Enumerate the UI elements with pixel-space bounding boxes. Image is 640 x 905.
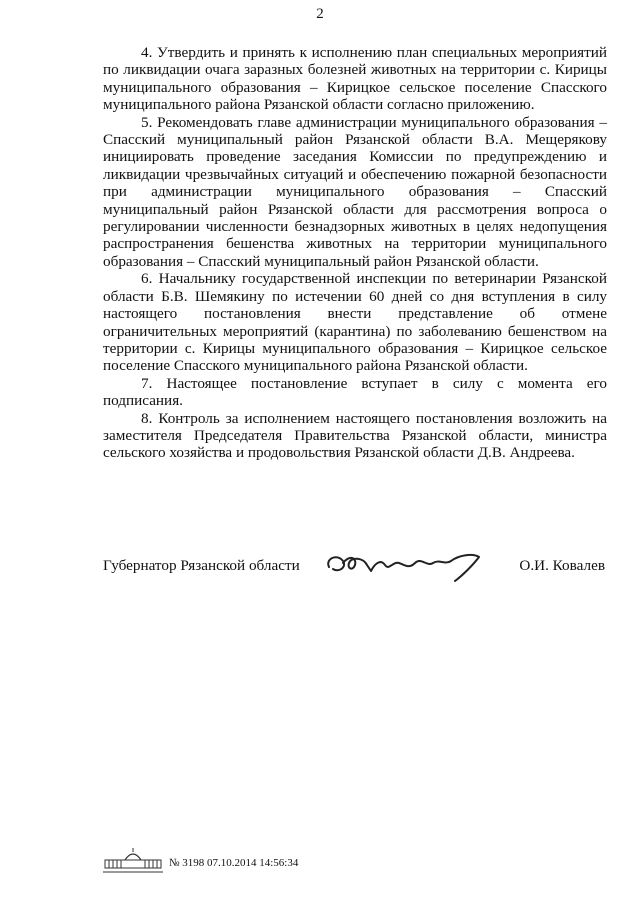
paragraph-7: 7. Настоящее постановление вступает в силу с момента его подписания. bbox=[103, 374, 607, 410]
signature-block bbox=[103, 545, 607, 585]
paragraph-4: 4. Утвердить и принять к исполнению план специальных мероприятий по ликвидации очага заразных болезней животных на территории с. Кирицы муниципального образования – Кирицкое сельское поселение Спасского муниципального района Рязанской области согласно приложению. bbox=[103, 44, 607, 114]
signatory-position: Губернатор Рязанской области bbox=[103, 557, 300, 574]
government-building-logo bbox=[103, 846, 163, 876]
signatory-name: О.И. Ковалев bbox=[519, 557, 605, 574]
registration-number: № 3198 07.10.2014 14:56:34 bbox=[169, 857, 299, 869]
paragraph-6: 6. Начальнику государственной инспекции по ветеринарии Рязанской области Б.В. Шемякину по истечении 60 дней со дня вступления в силу настоящего постановления внести представление об отмене ограничительных мероприятий (карантина) по заболеванию бешенством на территории с. Кирицы муниципального образования – Кирицкое сельское поселение Спасского муниципального района Рязанской области. bbox=[103, 270, 607, 375]
document-body bbox=[103, 44, 607, 462]
handwritten-signature bbox=[323, 545, 493, 585]
paragraph-8: 8. Контроль за исполнением настоящего постановления возложить на заместителя Председателя Правительства Рязанской области, министра сельского хозяйства и продовольствия Рязанской области Д.В. Андреева. bbox=[103, 409, 607, 462]
page-number: 2 bbox=[316, 6, 324, 22]
paragraph-5: 5. Рекомендовать главе администрации муниципального образования – Спасский муниципальный район Рязанской области В.А. Мещерякову инициировать проведение заседания Комиссии по предупреждению и ликвидации чрезвычайных ситуаций и обеспечению пожарной безопасности при администрации муниципального образования – Спасский муниципальный район Рязанской области для рассмотрения вопроса о регулировании численности безнадзорных животных в целях недопущения распространения бешенства животных на территории муниципального образования – Спасский муниципальный район Рязанской области. bbox=[103, 113, 607, 270]
